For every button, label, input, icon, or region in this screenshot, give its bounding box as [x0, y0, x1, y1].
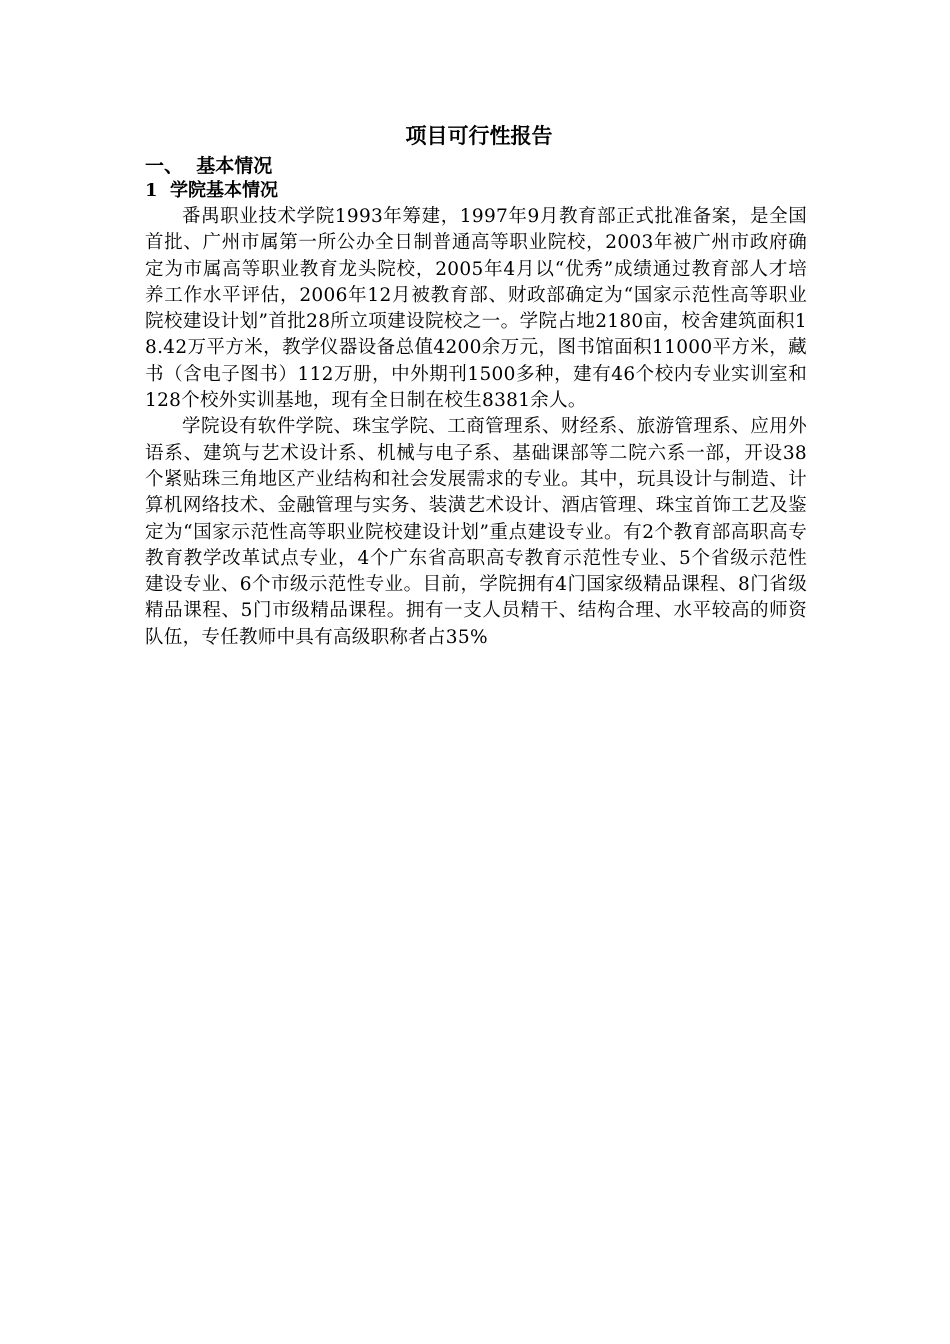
- document-title: 项目可行性报告: [405, 124, 553, 148]
- paragraph-departments: 学院设有软件学院、珠宝学院、工商管理系、财经系、旅游管理系、应用外语系、建筑与艺术设计系、机械与电子系、基础课部等二院六系一部，开设38个紧贴珠三角地区产业结构和社会发展需求的专业。其中，玩具设计与制造、计算机网络技术、金融管理与实务、装潢艺术设计、酒店管理、珠宝首饰工艺及鉴定为“国家示范性高等职业院校建设计划”重点建设专业。有2个教育部高职高专教育教学改革试点专业，4个广东省高职高专教育示范性专业、5个省级示范性建设专业、6个市级示范性专业。目前，学院拥有4门国家级精品课程、8门省级精品课程、5门市级精品课程。拥有一支人员精干、结构合理、水平较高的师资队伍，专任教师中具有高级职称者占35%: [145, 416, 807, 648]
- document-body: [145, 118, 807, 651]
- sub-heading: 1 学院基本情况: [145, 180, 279, 201]
- section-heading: 一、 基本情况: [145, 155, 273, 177]
- paragraph-college-overview: 番禺职业技术学院1993年筹建，1997年9月教育部正式批准备案，是全国首批、广州市属第一所公办全日制普通高等职业院校，2003年被广州市政府确定为市属高等职业教育龙头院校，2005年4月以“优秀”成绩通过教育部人才培养工作水平评估，2006年12月被教育部、财政部确定为“国家示范性高等职业院校建设计划”首批28所立项建设院校之一。学院占地2180亩，校舍建筑面积18.42万平方米，教学仪器设备总值4200余万元，图书馆面积11000平方米，藏书（含电子图书）112万册，中外期刊1500多种，建有46个校内专业实训室和128个校外实训基地，现有全日制在校生8381余人。: [145, 206, 807, 412]
